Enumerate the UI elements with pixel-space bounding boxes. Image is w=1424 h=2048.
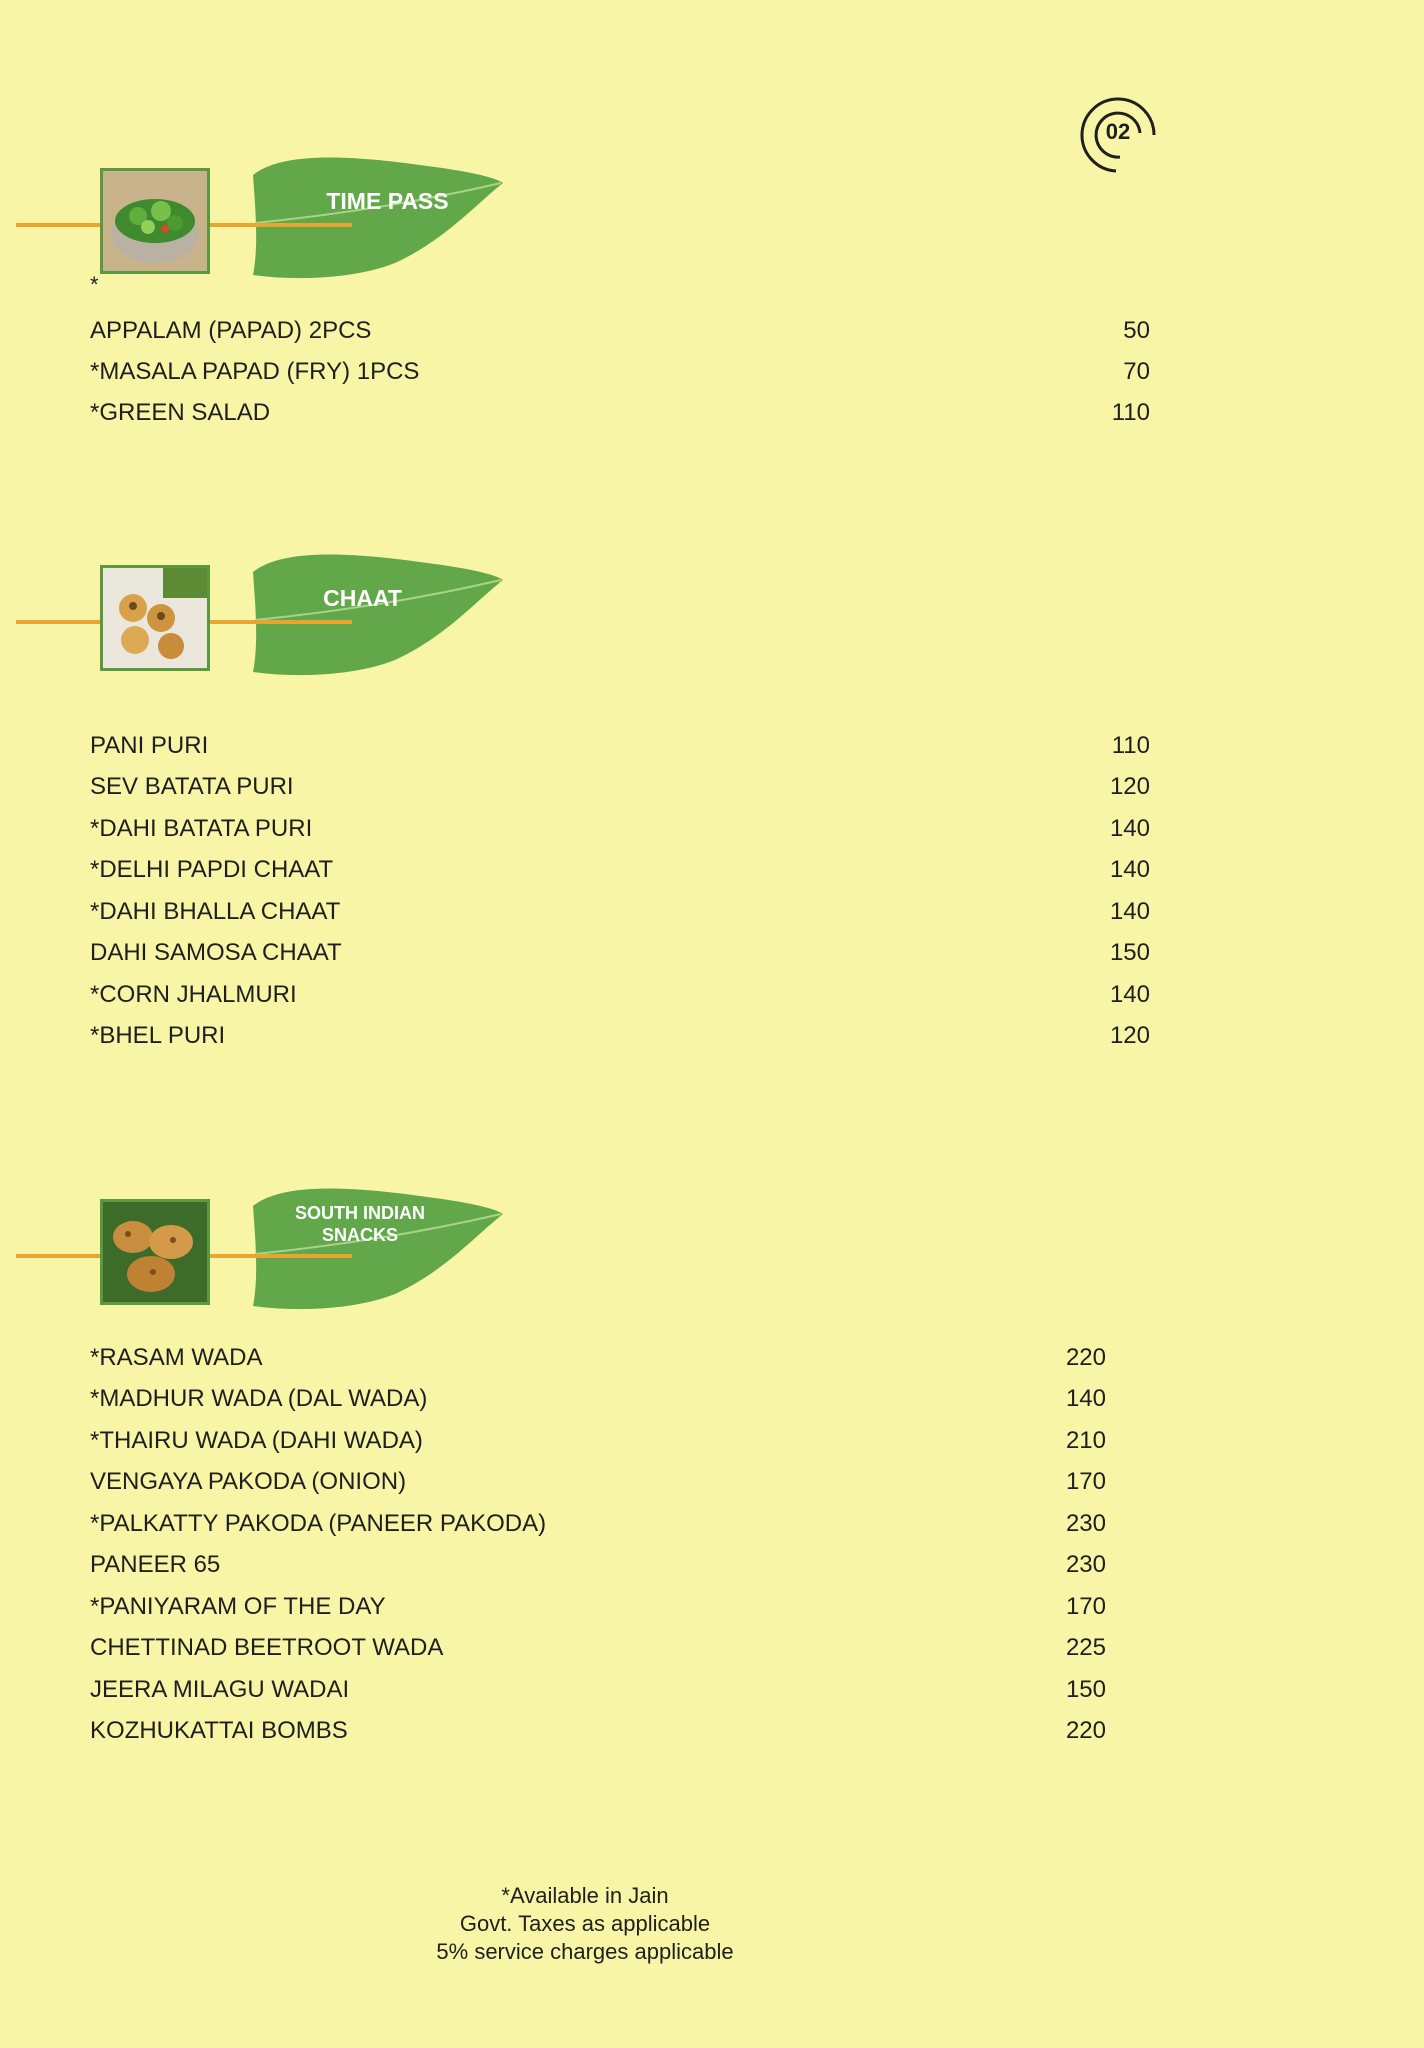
item-price: 220: [1065, 1717, 1106, 1744]
banana-leaf-icon: [245, 1176, 505, 1316]
wada-photo-icon: [100, 1199, 210, 1305]
section-rule-over-leaf: [210, 1254, 352, 1258]
list-item: *DAHI BHALLA CHAAT: [90, 898, 341, 925]
list-item: VENGAYA PAKODA (ONION): [90, 1468, 407, 1495]
item-price: 50: [1123, 317, 1150, 344]
list-item: *DAHI BATATA PURI: [90, 815, 313, 842]
item-price: 225: [1065, 1634, 1106, 1661]
list-item: *BHEL PURI: [90, 1022, 226, 1049]
item-price: 140: [1109, 981, 1150, 1008]
section-rule-over-leaf: [210, 223, 352, 227]
banana-leaf-icon: [245, 145, 505, 285]
item-price: 210: [1065, 1427, 1106, 1454]
item-price: 150: [1109, 939, 1150, 966]
item-price: 140: [1109, 815, 1150, 842]
item-price: 230: [1065, 1510, 1106, 1537]
list-item: APPALAM (PAPAD) 2PCS: [90, 317, 372, 344]
lead-asterisk: *: [90, 272, 99, 297]
section-title: TIME PASS: [326, 188, 449, 214]
section-title-line-2: SNACKS: [321, 1225, 398, 1245]
list-item: JEERA MILAGU WADAI: [90, 1676, 350, 1703]
list-item: SEV BATATA PURI: [90, 773, 294, 800]
list-item: *MADHUR WADA (DAL WADA): [90, 1385, 428, 1412]
item-price: 120: [1109, 773, 1150, 800]
list-item: *RASAM WADA: [90, 1344, 263, 1371]
item-price: 170: [1065, 1468, 1106, 1495]
item-price: 110: [1111, 732, 1150, 759]
list-item: CHETTINAD BEETROOT WADA: [90, 1634, 444, 1661]
footer-notes: [380, 1882, 790, 1966]
list-item: *DELHI PAPDI CHAAT: [90, 856, 334, 883]
section-title: CHAAT: [323, 585, 402, 611]
section-title-line-1: SOUTH INDIAN: [295, 1203, 425, 1223]
section-header-chaat: [0, 542, 520, 682]
banana-leaf-icon: [245, 542, 505, 682]
item-price: 140: [1109, 856, 1150, 883]
section-rule-over-leaf: [210, 620, 352, 624]
note-taxes: Govt. Taxes as applicable: [459, 1911, 711, 1936]
page-number: 02: [1105, 119, 1131, 144]
pani-puri-photo-icon: [100, 565, 210, 671]
item-price: 120: [1109, 1022, 1150, 1049]
list-item: *PANIYARAM OF THE DAY: [90, 1593, 386, 1620]
list-item: *GREEN SALAD: [90, 399, 271, 426]
item-price: 70: [1123, 358, 1150, 385]
item-price: 110: [1111, 399, 1150, 426]
list-item: *CORN JHALMURI: [90, 981, 297, 1008]
section-title: [270, 1202, 450, 1246]
item-price: 150: [1065, 1676, 1106, 1703]
list-item: *THAIRU WADA (DAHI WADA): [90, 1427, 423, 1454]
section-header-south-indian-snacks: [0, 1176, 520, 1316]
note-service-charge: 5% service charges applicable: [436, 1939, 734, 1964]
item-price: 220: [1065, 1344, 1106, 1371]
list-item: PANI PURI: [90, 732, 209, 759]
page-number-badge: [1076, 93, 1156, 173]
section-header-time-pass: [0, 145, 520, 285]
item-price: 230: [1065, 1551, 1106, 1578]
list-item: *MASALA PAPAD (FRY) 1PCS: [90, 358, 420, 385]
item-price: 170: [1065, 1593, 1106, 1620]
item-price: 140: [1109, 898, 1150, 925]
item-price: 140: [1065, 1385, 1106, 1412]
list-item: DAHI SAMOSA CHAAT: [90, 939, 342, 966]
list-item: *PALKATTY PAKODA (PANEER PAKODA): [90, 1510, 547, 1537]
list-item: PANEER 65: [90, 1551, 221, 1578]
list-item: KOZHUKATTAI BOMBS: [90, 1717, 348, 1744]
note-jain: *Available in Jain: [501, 1883, 669, 1908]
salad-photo-icon: [100, 168, 210, 274]
